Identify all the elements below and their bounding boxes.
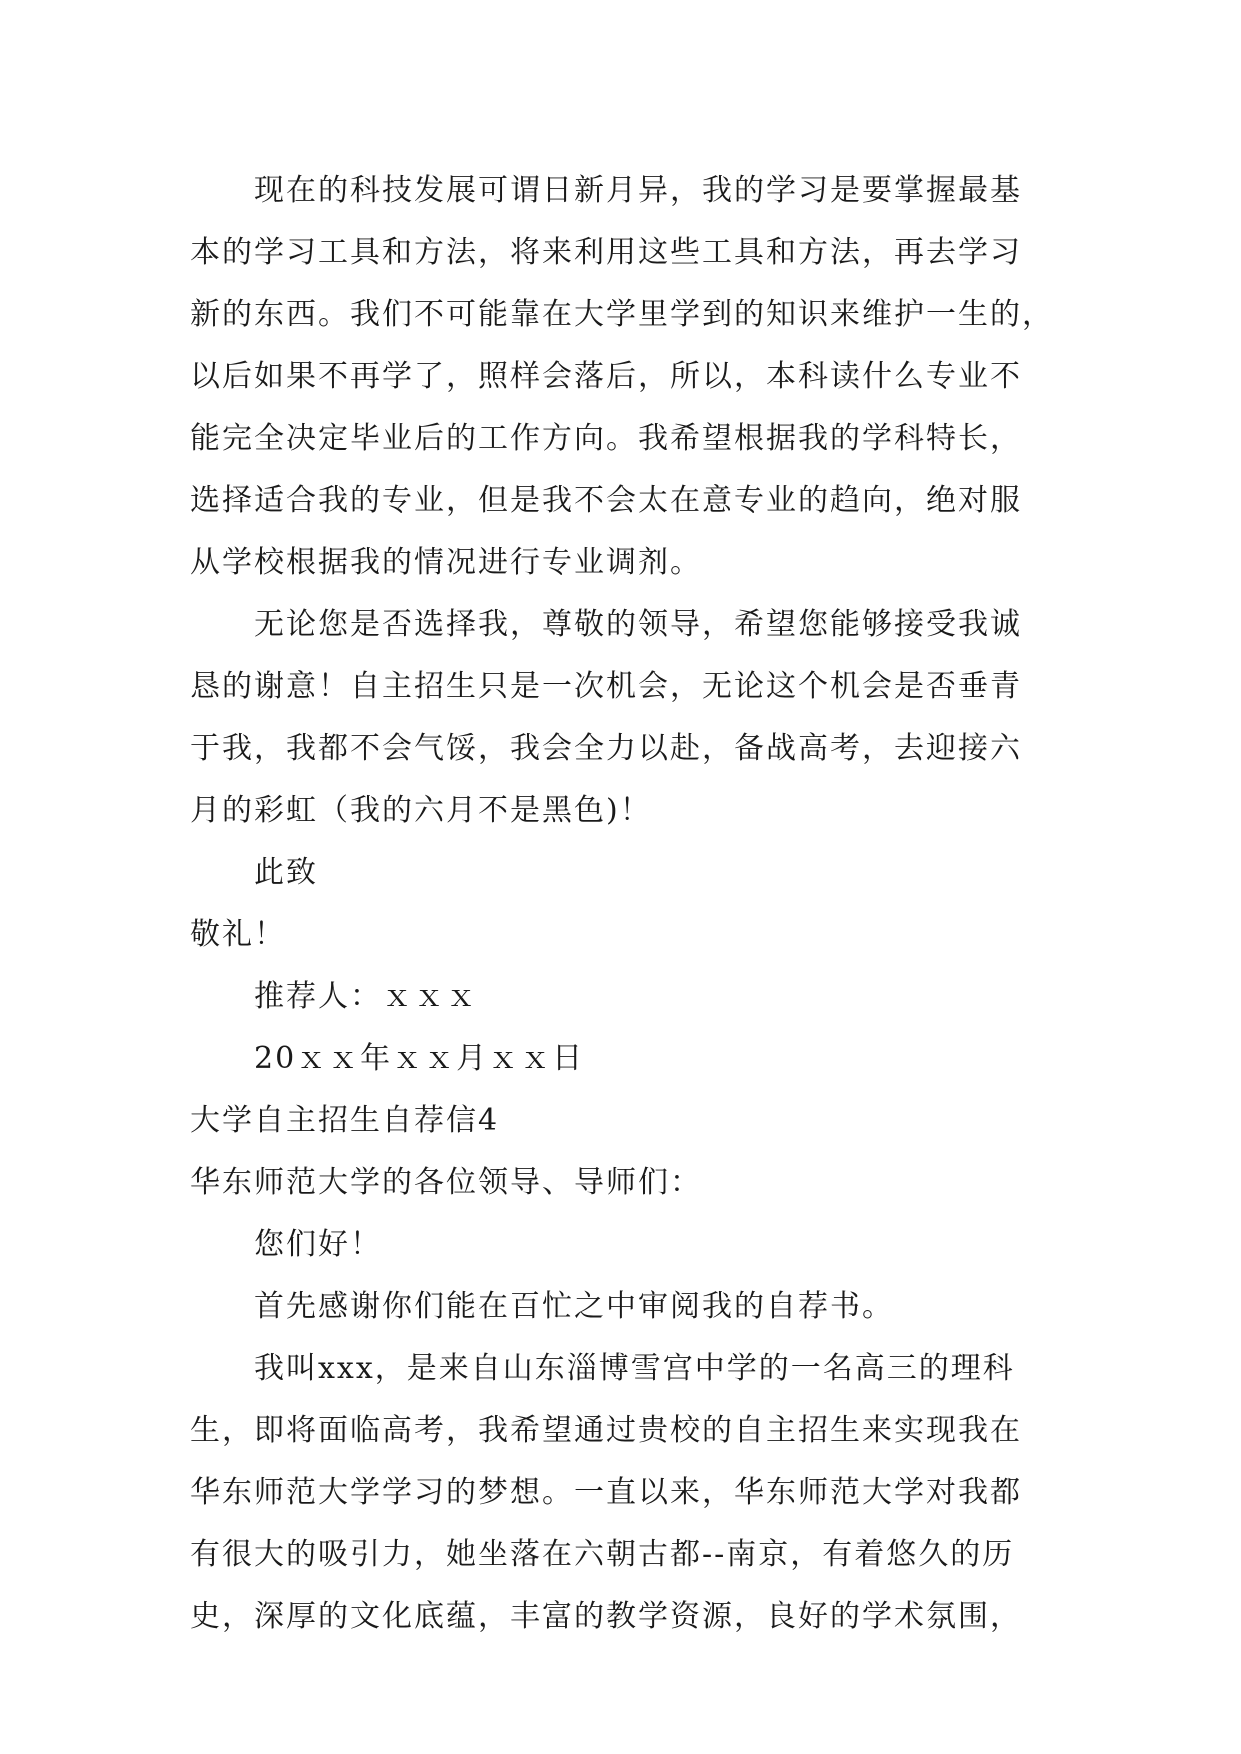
letter-addressee: 华东师范大学的各位领导、导师们： [190,1165,702,1200]
section-title: 大学自主招生自荐信4 [190,1103,500,1138]
text-line: 现在的科技发展可谓日新月异，我的学习是要掌握最基 [254,173,1022,208]
text-line: 新的东西。我们不可能靠在大学里学到的知识来维护一生的， [190,297,1054,332]
text-line: 能完全决定毕业后的工作方向。我希望根据我的学科特长， [190,421,1022,456]
greeting: 您们好！ [254,1227,382,1262]
text-line: 我叫xxx，是来自山东淄博雪宫中学的一名高三的理科 [254,1351,1015,1386]
closing-regards: 敬礼！ [190,917,286,952]
document-body [190,160,1090,1648]
text-line: 首先感谢你们能在百忙之中审阅我的自荐书。 [254,1289,894,1324]
text-line: 无论您是否选择我，尊敬的领导，希望您能够接受我诚 [254,607,1022,642]
text-line: 本的学习工具和方法，将来利用这些工具和方法，再去学习 [190,235,1022,270]
text-line: 于我，我都不会气馁，我会全力以赴，备战高考，去迎接六 [190,731,1022,766]
text-line: 恳的谢意！自主招生只是一次机会，无论这个机会是否垂青 [190,669,1022,704]
text-line: 月的彩虹（我的六月不是黑色)！ [190,793,652,828]
text-line: 从学校根据我的情况进行专业调剂。 [190,545,702,580]
text-line: 史，深厚的文化底蕴，丰富的教学资源，良好的学术氛围， [190,1599,1022,1634]
text-line: 生，即将面临高考，我希望通过贵校的自主招生来实现我在 [190,1413,1022,1448]
text-line: 有很大的吸引力，她坐落在六朝古都--南京，有着悠久的历 [190,1537,1015,1572]
closing-salutation: 此致 [254,855,318,890]
text-line: 选择适合我的专业，但是我不会太在意专业的趋向，绝对服 [190,483,1022,518]
signature-recommender: 推荐人：ｘｘｘ [254,979,478,1014]
signature-date: 20ｘｘ年ｘｘ月ｘｘ日 [254,1041,585,1076]
text-line: 以后如果不再学了，照样会落后，所以，本科读什么专业不 [190,359,1022,394]
text-line: 华东师范大学学习的梦想。一直以来，华东师范大学对我都 [190,1475,1022,1510]
